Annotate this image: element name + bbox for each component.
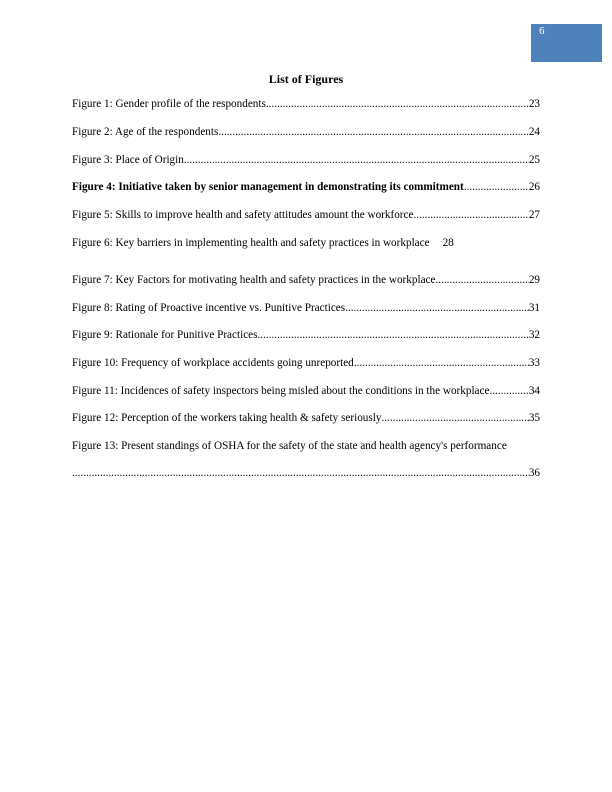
dot-leader	[184, 152, 529, 168]
toc-entry-page: 35	[528, 412, 540, 424]
toc-entry-figure-13-leader-line[interactable]	[72, 465, 540, 481]
toc-entry-figure-2[interactable]	[72, 124, 540, 140]
toc-entry-label: Figure 10: Frequency of workplace accidents going unreported	[72, 357, 354, 369]
toc-entry-label: Figure 2: Age of the respondents	[72, 126, 219, 138]
toc-entry-label: Figure 4: Initiative taken by senior management in demonstrating its commitment	[72, 181, 464, 193]
toc-entry-figure-7[interactable]	[72, 272, 540, 288]
toc-entry-figure-13-label[interactable]: Figure 13: Present standings of OSHA for the safety of the state and health agency's performance	[72, 440, 507, 452]
dot-leader	[435, 272, 528, 288]
page-number-box	[531, 24, 602, 62]
toc-entry-page: 36	[528, 467, 540, 479]
toc-entry-figure-10[interactable]	[72, 355, 540, 371]
toc-entry-figure-12[interactable]	[72, 410, 540, 426]
toc-entry-page: 27	[528, 209, 540, 221]
dot-leader	[354, 355, 529, 371]
toc-entry-label: Figure 7: Key Factors for motivating health and safety practices in the workplace	[72, 274, 436, 286]
toc-entry-figure-4[interactable]	[72, 179, 540, 195]
toc-entry-figure-5[interactable]	[72, 207, 540, 223]
toc-entry-label: Figure 12: Perception of the workers taking health & safety seriously	[72, 412, 382, 424]
dot-leader	[464, 179, 529, 195]
dot-leader	[218, 124, 528, 140]
toc-entry-label: Figure 3: Place of Origin	[72, 154, 184, 166]
dot-leader	[257, 327, 528, 343]
dot-leader	[72, 465, 529, 481]
dot-leader	[266, 96, 529, 112]
toc-entry-figure-6[interactable]	[72, 235, 540, 251]
toc-entry-page: 33	[528, 357, 540, 369]
toc-entry-label: Figure 11: Incidences of safety inspectors being misled about the conditions in the workplace.	[72, 385, 493, 397]
toc-entry-page: 24	[528, 126, 540, 138]
toc-entry-page: 32	[528, 329, 540, 341]
toc-entry-page: 23	[528, 98, 540, 110]
toc-entry-page: 26	[528, 181, 540, 193]
toc-entry-page: 29	[528, 274, 540, 286]
toc-entry-figure-8[interactable]	[72, 300, 540, 316]
toc-entry-figure-9[interactable]	[72, 327, 540, 343]
toc-entry-label: Figure 9: Rationale for Punitive Practices	[72, 329, 258, 341]
toc-entry-figure-3[interactable]	[72, 152, 540, 168]
toc-entry-figure-1[interactable]	[72, 96, 540, 112]
toc-entry-page: 28	[442, 237, 454, 249]
toc-entry-figure-11[interactable]	[72, 383, 540, 399]
list-of-figures-title: List of Figures	[268, 72, 344, 86]
dot-leader	[345, 300, 529, 316]
dot-leader	[413, 207, 528, 223]
toc-entry-page: 25	[528, 154, 540, 166]
toc-entry-label: Figure 1: Gender profile of the respondents	[72, 98, 266, 110]
toc-entry-page: 31	[528, 302, 540, 314]
dot-leader	[381, 410, 528, 426]
toc-entry-label: Figure 5: Skills to improve health and safety attitudes amount the workforce	[72, 209, 414, 221]
toc-entry-label: Figure 6: Key barriers in implementing health and safety practices in workplace	[72, 237, 430, 249]
page-number: 6	[539, 25, 545, 37]
dot-leader	[492, 383, 529, 399]
toc-entry-page: 34	[528, 385, 540, 397]
toc-entry-label: Figure 8: Rating of Proactive incentive vs. Punitive Practices	[72, 302, 346, 314]
